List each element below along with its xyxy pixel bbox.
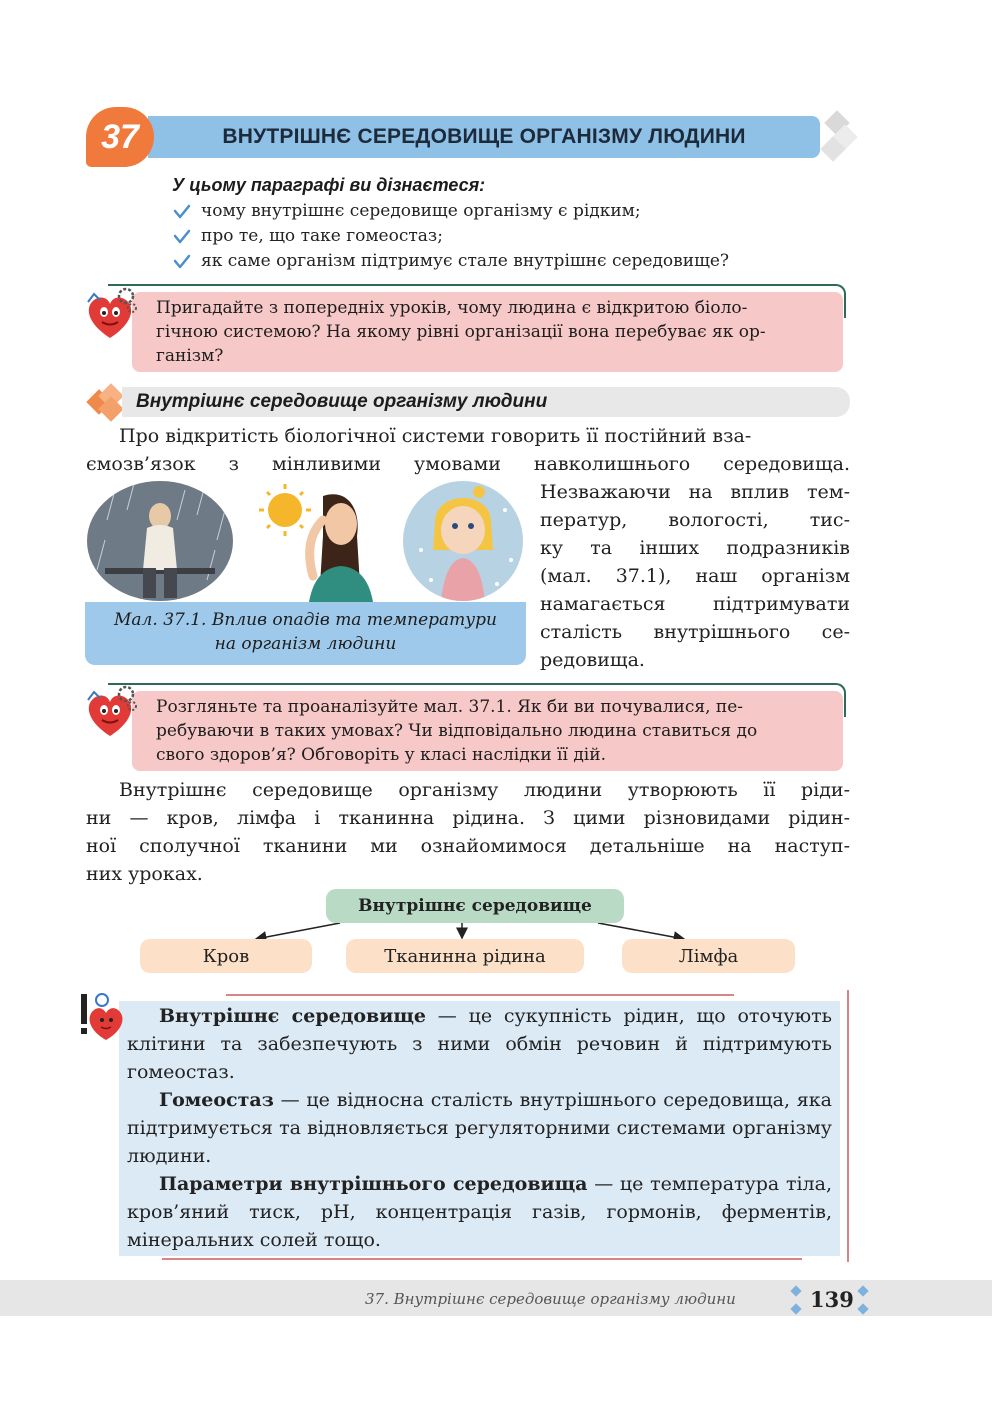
intro-paragraph: Про відкритість біологічної системи говорить її постійний вза- ємозв’язок з мінливими умовами навколишнього середовища. <box>86 425 850 475</box>
page-number: 139 <box>810 1287 854 1312</box>
learn-item: чому внутрішнє середовище організму є рідким; <box>172 199 729 224</box>
definitions-box <box>119 1001 840 1256</box>
definition-item: Параметри внутрішнього середовища — це температура тіла, кров’яний тиск, pH, концентрація газів, гормонів, ферментів, мінеральних солей тощо. <box>127 1173 832 1251</box>
diagram-node-lymph: Лімфа <box>622 939 795 973</box>
chapter-title: ВНУТРІШНЄ СЕРЕДОВИЩЕ ОРГАНІЗМУ ЛЮДИНИ <box>148 116 820 158</box>
body-paragraph: Внутрішнє середовище організму людини утворюють її ріди- ни — кров, лімфа і тканинна рідина. З цими різновидами рідин- ної сполучної тканини ми ознайомимося детальніше на наступ- них уроках. <box>86 779 850 885</box>
learn-item: як саме організм підтримує стале внутрішнє середовище? <box>172 249 729 274</box>
definition-item: Гомеостаз — це відносна сталість внутрішнього середовища, яка підтримується та відновляється регуляторними системами організму людини. <box>127 1089 832 1167</box>
chapter-number-badge: 37 <box>86 107 154 167</box>
learn-heading: У цьому параграфі ви дізнаєтеся: <box>172 175 486 195</box>
diagram-node-blood: Кров <box>140 939 312 973</box>
definition-frame-bottom <box>162 1258 802 1260</box>
exclamation-heart-icon <box>72 990 130 1048</box>
side-paragraph: Незважаючи на вплив тем- ператур, вологості, тис- ку та інших подразників (мал. 37.1), наш організм намагається підтримувати сталість внутрішнього се- редовища. <box>540 481 850 671</box>
figure-caption: Мал. 37.1. Вплив опадів та температури на організм людини <box>85 602 526 665</box>
analyze-callout: Розгляньте та проаналізуйте мал. 37.1. Як би ви почувалися, пе- ребуваючи в таких умовах? Чи відповідально людина ставиться до свого здоров’я? Обговоріть у класі наслідки її дій. <box>132 691 843 771</box>
definition-frame-right <box>847 990 849 1262</box>
definition-frame-top <box>226 994 734 996</box>
learn-item: про те, що таке гомеостаз; <box>172 224 729 249</box>
footer-chapter-title: 37. Внутрішнє середовище організму людини <box>365 1290 736 1308</box>
diagram-root-node: Внутрішнє середовище <box>326 889 624 923</box>
definition-item: Внутрішнє середовище — це сукупність рідин, що оточують клітини та забезпечують з ними обмін речовин й підтримують гомеостаз. <box>127 1005 832 1083</box>
diagram-node-tissue-fluid: Тканинна рідина <box>346 939 584 973</box>
recall-callout: Пригадайте з попередніх уроків, чому людина є відкритою біоло- гічною системою? На якому рівні організації вона перебуває як ор- ганізм? <box>132 292 843 372</box>
section-heading: Внутрішнє середовище організму людини <box>122 387 850 417</box>
